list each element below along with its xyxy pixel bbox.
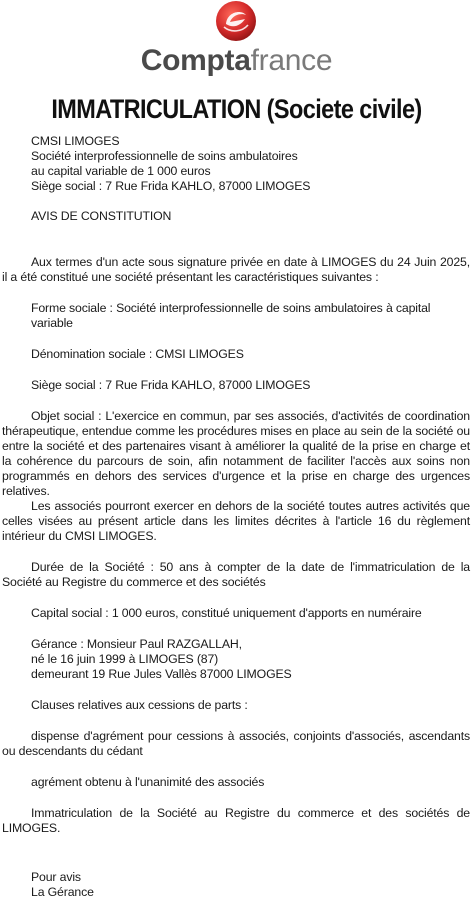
logo-brand-light: france xyxy=(250,44,333,77)
comptafrance-logo-icon xyxy=(215,0,257,42)
denomination-sociale: Dénomination sociale : CMSI LIMOGES xyxy=(31,347,244,361)
notice-type: AVIS DE CONSTITUTION xyxy=(31,209,172,223)
company-type: Société interprofessionnelle de soins ambulatoires xyxy=(31,149,298,163)
clause-agrement: agrément obtenu à l'unanimité des associés xyxy=(31,775,265,789)
page-title: IMMATRICULATION (Societe civile) xyxy=(51,94,422,124)
siege-social: Siège social : 7 Rue Frida KAHLO, 87000 LIMOGES xyxy=(31,378,311,392)
signature-line-2: La Gérance xyxy=(31,885,94,899)
forme-sociale: Forme sociale : Société interprofessionnelle de soins ambulatoires à capital variable xyxy=(31,301,431,330)
gerance-address: demeurant 19 Rue Jules Vallès 87000 LIMOGES xyxy=(31,667,292,681)
company-capital: au capital variable de 1 000 euros xyxy=(31,164,211,178)
company-name: CMSI LIMOGES xyxy=(31,134,120,148)
autres-activites: Les associés pourront exercer en dehors de la société toutes autres activités que celles visées au présent article dans les limites décrites à l'article 16 du règlement intérieur du CMSI LIMOGES. xyxy=(2,499,470,543)
gerance-birth: né le 16 juin 1999 à LIMOGES (87) xyxy=(31,652,219,666)
objet-social: Objet social : L'exercice en commun, par ses associés, d'activités de coordination thérapeutique, entendue comme les procédures mises en place au sein de la société ou entre la société et des partenaires visant à améliorer la qualité de la prise en charge et la cohérence du parcours de soin, afin notamment de faciliter l'accès aux soins non programmés en dehors des services d'urgence et la prise en charge des urgences relatives. xyxy=(2,409,470,498)
duree-societe: Durée de la Société : 50 ans à compter de la date de l'immatriculation de la Société au Registre du commerce et des sociétés xyxy=(2,560,470,589)
logo-brand-bold: Compta xyxy=(140,44,251,77)
capital-social: Capital social : 1 000 euros, constitué uniquement d'apports en numéraire xyxy=(31,606,422,620)
gerance-name: Gérance : Monsieur Paul RAZGALLAH, xyxy=(31,637,242,651)
signature-line-1: Pour avis xyxy=(31,870,81,884)
comptafrance-logo xyxy=(0,0,473,90)
intro-paragraph: Aux termes d'un acte sous signature privée en date à LIMOGES du 24 Juin 2025, il a été constitué une société présentant les caractéristiques suivantes : xyxy=(2,255,470,284)
immatriculation-paragraph: Immatriculation de la Société au Registre du commerce et des sociétés de LIMOGES. xyxy=(2,806,470,835)
clauses-title: Clauses relatives aux cessions de parts : xyxy=(31,698,248,712)
notice-body xyxy=(2,134,470,900)
company-address: Siège social : 7 Rue Frida KAHLO, 87000 LIMOGES xyxy=(31,179,311,193)
clause-dispense: dispense d'agrément pour cessions à associés, conjoints d'associés, ascendants ou descendants du cédant xyxy=(2,729,470,758)
logo-wordmark xyxy=(0,44,473,78)
